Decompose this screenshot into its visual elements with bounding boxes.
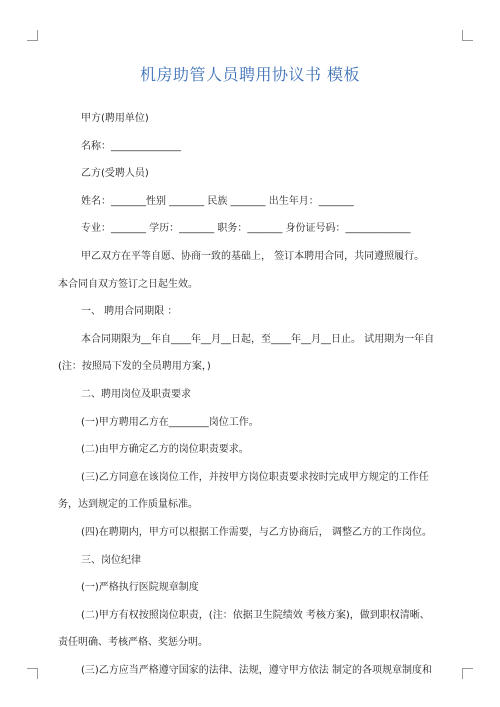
clause-3-2: (二)甲方有权按照岗位职责，(注：依据卫生院绩效 考核方案)，做到职权清晰、 — [81, 609, 430, 621]
document-title: 机房助管人员聘用协议书 模板 — [139, 65, 361, 84]
crop-mark-top-left — [27, 30, 38, 41]
document-body — [60, 112, 465, 691]
section-2-heading: 二、聘用岗位及职责要求 — [81, 388, 191, 400]
party-b-heading: 乙方(受聘人员) — [81, 168, 149, 180]
crop-mark-top-right — [462, 30, 473, 41]
clause-2-1: (一)甲方聘用乙方在________岗位工作。 — [81, 416, 259, 428]
section-3-heading: 三、岗位纪律 — [81, 554, 141, 566]
clause-2-4: (四)在聘期内，甲方可以根据工作需要，与乙方协商后， 调整乙方的工作岗位。 — [81, 526, 432, 538]
clause-3-1: (一)严格执行医院规章制度 — [81, 582, 199, 594]
section-1-heading: 一、 聘用合同期限 ： — [81, 306, 178, 318]
contract-term-text: 本合同期限为__年自____年__月__日起，至____年__月__日止。 试用期为一年自 — [81, 333, 435, 345]
party-b-education-info: 专业：_______ 学历：_______ 职务：_______ 身份证号码：_____________ — [81, 223, 411, 235]
agreement-effective: 本合同自双方签订之日起生效。 — [58, 278, 198, 290]
contract-term-note: (注：按照局下发的全员聘用方案，) — [58, 361, 211, 373]
party-b-personal-info: 姓名：_______性别 _______ 民族 _______ 出生年月：_______ — [81, 195, 354, 207]
party-a-name-field: 名称：______________ — [81, 140, 181, 152]
clause-2-3: (三)乙方同意在该岗位工作，并按甲方岗位职责要求按时完成甲方规定的工作任 — [81, 471, 429, 483]
party-a-heading: 甲方(聘用单位) — [81, 113, 149, 124]
clause-2-2: (二)由甲方确定乙方的岗位职责要求。 — [81, 444, 249, 456]
clause-3-3: (三)乙方应当严格遵守国家的法律、法规，遵守甲方依法 制定的各项规章制度和 — [81, 664, 432, 676]
crop-mark-bottom-left — [27, 668, 38, 679]
agreement-intro: 甲乙双方在平等自愿、协商一致的基础上， 签订本聘用合同，共同遵照履行。 — [81, 250, 425, 262]
clause-3-2-cont: 责任明确、考核严格、奖惩分明。 — [58, 637, 208, 649]
clause-2-3-cont: 务，达到规定的工作质量标准。 — [58, 499, 198, 511]
